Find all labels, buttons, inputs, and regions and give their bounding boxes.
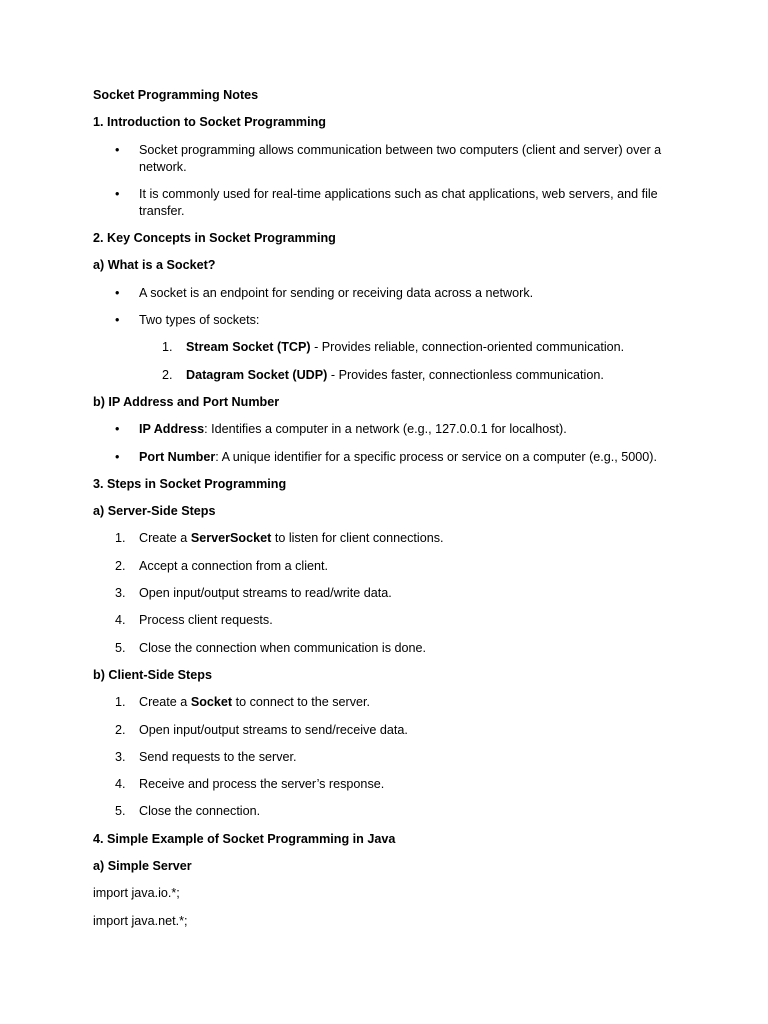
list-item (93, 612, 683, 629)
step-text-post: to connect to the server. (232, 695, 371, 710)
step-text: Open input/output streams to send/receive data. (139, 722, 408, 737)
list-item (93, 142, 683, 176)
section-heading-intro: 1. Introduction to Socket Programming (93, 115, 327, 130)
list-item (93, 339, 683, 356)
bullet-marker: • (115, 142, 120, 157)
number-marker: 1. (162, 340, 173, 355)
list-item (93, 640, 683, 657)
intro-bullet-list (93, 142, 683, 220)
term-text: Stream Socket (TCP) (186, 340, 311, 355)
list-item (93, 449, 683, 466)
bullet-marker: • (115, 422, 120, 437)
step-text: Open input/output streams to read/write data. (139, 586, 392, 601)
list-item-text: It is commonly used for real-time applications such as chat applications, web servers, and file transfer. (139, 186, 658, 218)
term-text: Socket (190, 695, 233, 710)
list-item-text: A socket is an endpoint for sending or receiving data across a network. (139, 285, 534, 300)
subheading-simple-server: a) Simple Server (93, 859, 192, 874)
number-marker: 5. (115, 640, 126, 655)
section-heading-concepts: 2. Key Concepts in Socket Programming (93, 231, 336, 246)
section-heading-example: 4. Simple Example of Socket Programming in Java (93, 831, 396, 846)
desc-text: : A unique identifier for a specific process or service on a computer (e.g., 5000). (215, 449, 657, 464)
term-text: Datagram Socket (UDP) (186, 367, 328, 382)
socket-bullet-list (93, 285, 683, 329)
step-text: Accept a connection from a client. (139, 558, 329, 573)
section-heading-steps: 3. Steps in Socket Programming (93, 476, 287, 491)
step-text-pre: Create a (139, 531, 191, 546)
bullet-marker: • (115, 186, 120, 201)
number-marker: 1. (115, 531, 126, 546)
list-item (93, 749, 683, 766)
list-item (93, 558, 683, 575)
number-marker: 2. (162, 367, 173, 382)
list-item (93, 312, 683, 329)
number-marker: 2. (115, 558, 126, 573)
term-text: ServerSocket (190, 531, 272, 546)
subheading-client-steps: b) Client-Side Steps (93, 667, 212, 682)
step-text-post: to listen for client connections. (271, 531, 444, 546)
code-line: import java.io.*; (93, 886, 180, 901)
list-item (93, 285, 683, 302)
number-marker: 4. (115, 777, 126, 792)
subheading-ip-port: b) IP Address and Port Number (93, 394, 280, 409)
list-item (93, 803, 683, 820)
list-item-text: Socket programming allows communication between two computers (client and server) over a network. (139, 142, 662, 174)
list-item (93, 421, 683, 438)
list-item (93, 722, 683, 739)
bullet-marker: • (115, 449, 120, 464)
list-item (93, 530, 683, 547)
bullet-marker: • (115, 313, 120, 328)
list-item (93, 776, 683, 793)
term-text: IP Address (139, 422, 205, 437)
number-marker: 3. (115, 586, 126, 601)
list-item-text: Two types of sockets: (139, 313, 260, 328)
client-steps-list (93, 694, 683, 820)
number-marker: 5. (115, 804, 126, 819)
ip-port-bullet-list (93, 421, 683, 465)
desc-text: - Provides faster, connectionless communication. (327, 367, 604, 382)
term-text: Port Number (139, 449, 216, 464)
number-marker: 3. (115, 749, 126, 764)
subheading-what-is-socket: a) What is a Socket? (93, 258, 216, 273)
step-text: Close the connection. (139, 804, 261, 819)
desc-text: : Identifies a computer in a network (e.g., 127.0.0.1 for localhost). (204, 422, 567, 437)
step-text: Close the connection when communication is done. (139, 640, 427, 655)
list-item (93, 585, 683, 602)
step-text: Send requests to the server. (139, 749, 297, 764)
code-line: import java.net.*; (93, 913, 188, 928)
step-text-pre: Create a (139, 695, 191, 710)
document-title: Socket Programming Notes (93, 88, 259, 102)
document-page (93, 87, 683, 940)
number-marker: 2. (115, 722, 126, 737)
socket-types-list (93, 339, 683, 383)
step-text: Receive and process the server’s response. (139, 777, 385, 792)
step-text: Process client requests. (139, 613, 273, 628)
bullet-marker: • (115, 285, 120, 300)
subheading-server-steps: a) Server-Side Steps (93, 504, 216, 519)
desc-text: - Provides reliable, connection-oriented communication. (310, 340, 625, 355)
list-item (93, 186, 683, 220)
server-steps-list (93, 530, 683, 656)
list-item (93, 367, 683, 384)
number-marker: 1. (115, 695, 126, 710)
list-item (93, 694, 683, 711)
number-marker: 4. (115, 613, 126, 628)
